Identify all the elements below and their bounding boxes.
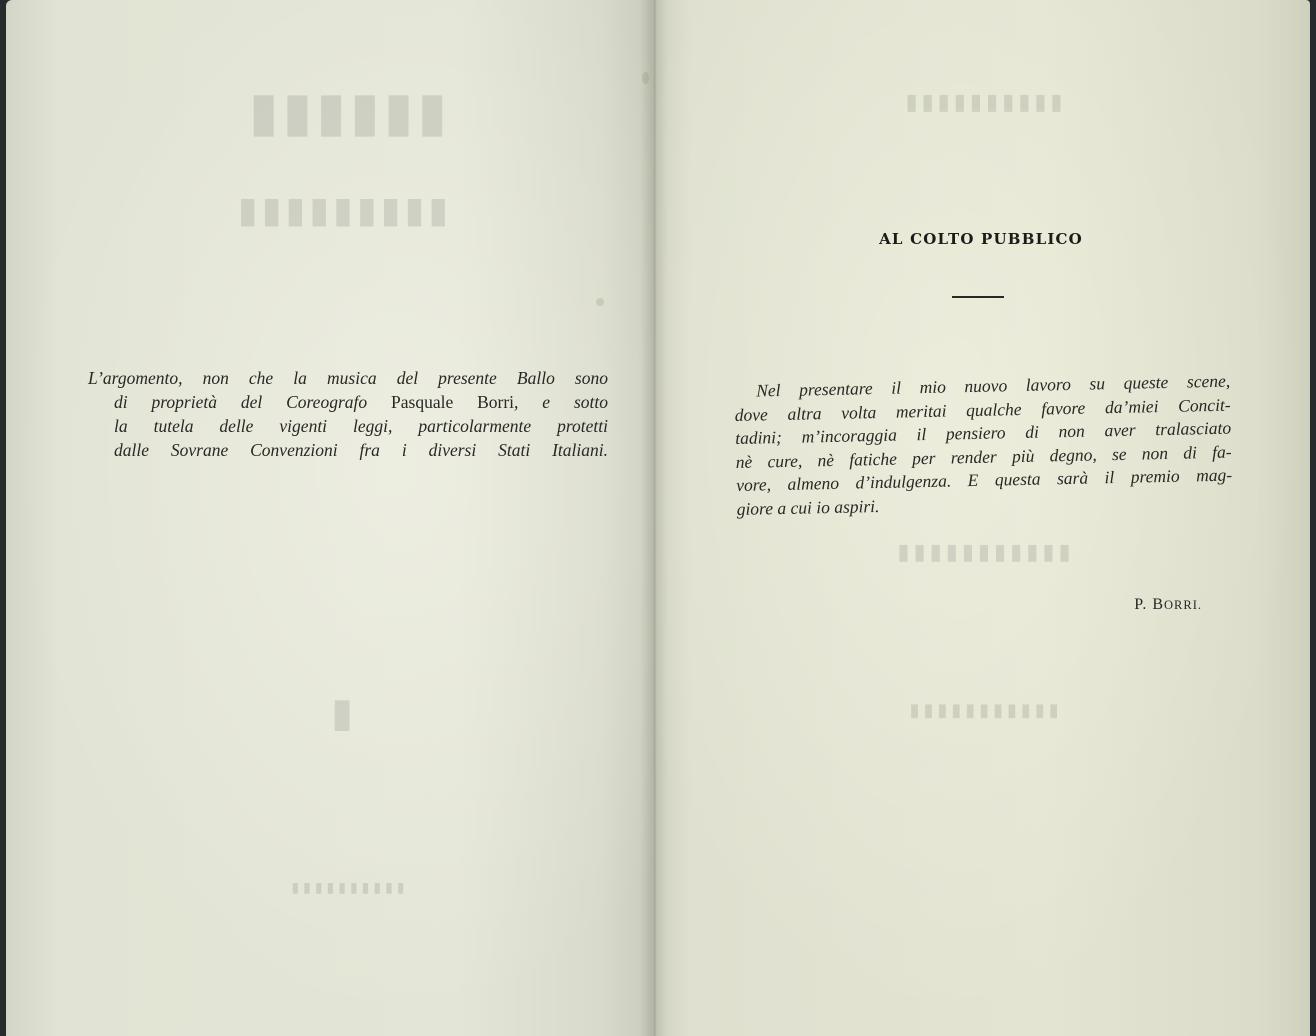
show-through-emblem: ▮ (330, 690, 357, 736)
letter-line-3: tadini; m’incoraggia il pensiero di non aver tralasciato (735, 417, 1232, 448)
paper-stain (596, 298, 604, 306)
show-through-subtitle: ▮▮▮▮▮▮▮▮▮ (233, 190, 449, 231)
notice-line-3: la tutela delle vigenti leggi, particolarmente protetti (114, 416, 608, 436)
letter-line-5: vore, almeno d’indulgenza. E questa sarà il premio mag- (735, 464, 1233, 495)
left-page (6, 0, 652, 1036)
choreographer-name: Pasquale Borri (391, 392, 515, 412)
page-heading: AL COLTO PUBBLICO (879, 230, 1083, 248)
signature-initial: P. B (1134, 596, 1164, 613)
paper-stain (642, 72, 649, 84)
copyright-notice (88, 366, 608, 462)
notice-line-2b: , e sotto (514, 392, 608, 412)
heading-rule (952, 296, 1004, 298)
show-through-title: ▮▮▮▮▮▮ (244, 80, 448, 143)
signature-surname: ORRI. (1164, 598, 1202, 612)
show-through-imprint: ▮▮▮▮▮▮▮▮▮▮ (287, 880, 405, 896)
show-through-block: ▮▮▮▮▮▮▮▮▮▮▮ (905, 700, 1059, 721)
notice-line-1: L’argomento, non che la musica del presente Ballo sono (88, 368, 608, 388)
right-page (652, 0, 1310, 1036)
notice-line-2a: di proprietà del Coreografo (114, 392, 368, 412)
show-through-block: ▮▮▮▮▮▮▮▮▮▮▮ (893, 540, 1071, 565)
notice-line-2 (88, 390, 608, 414)
letter-line-1: Nel presentare il mio nuovo lavoro su queste scene, (756, 370, 1231, 401)
show-through-block: ▮▮▮▮▮▮▮▮▮▮ (901, 90, 1063, 115)
address-letter (734, 370, 1233, 521)
notice-line-4: dalle Sovrane Convenzioni fra i diversi Stati Italiani. (114, 440, 608, 460)
letter-line-4: nè cure, nè fatiche per render più degno, se non di fa- (735, 441, 1232, 472)
signature (1134, 596, 1202, 614)
letter-line-6: giore a cui io aspiri. (736, 495, 880, 519)
letter-line-2: dove altra volta meritai qualche favore da’miei Concit- (734, 394, 1231, 425)
